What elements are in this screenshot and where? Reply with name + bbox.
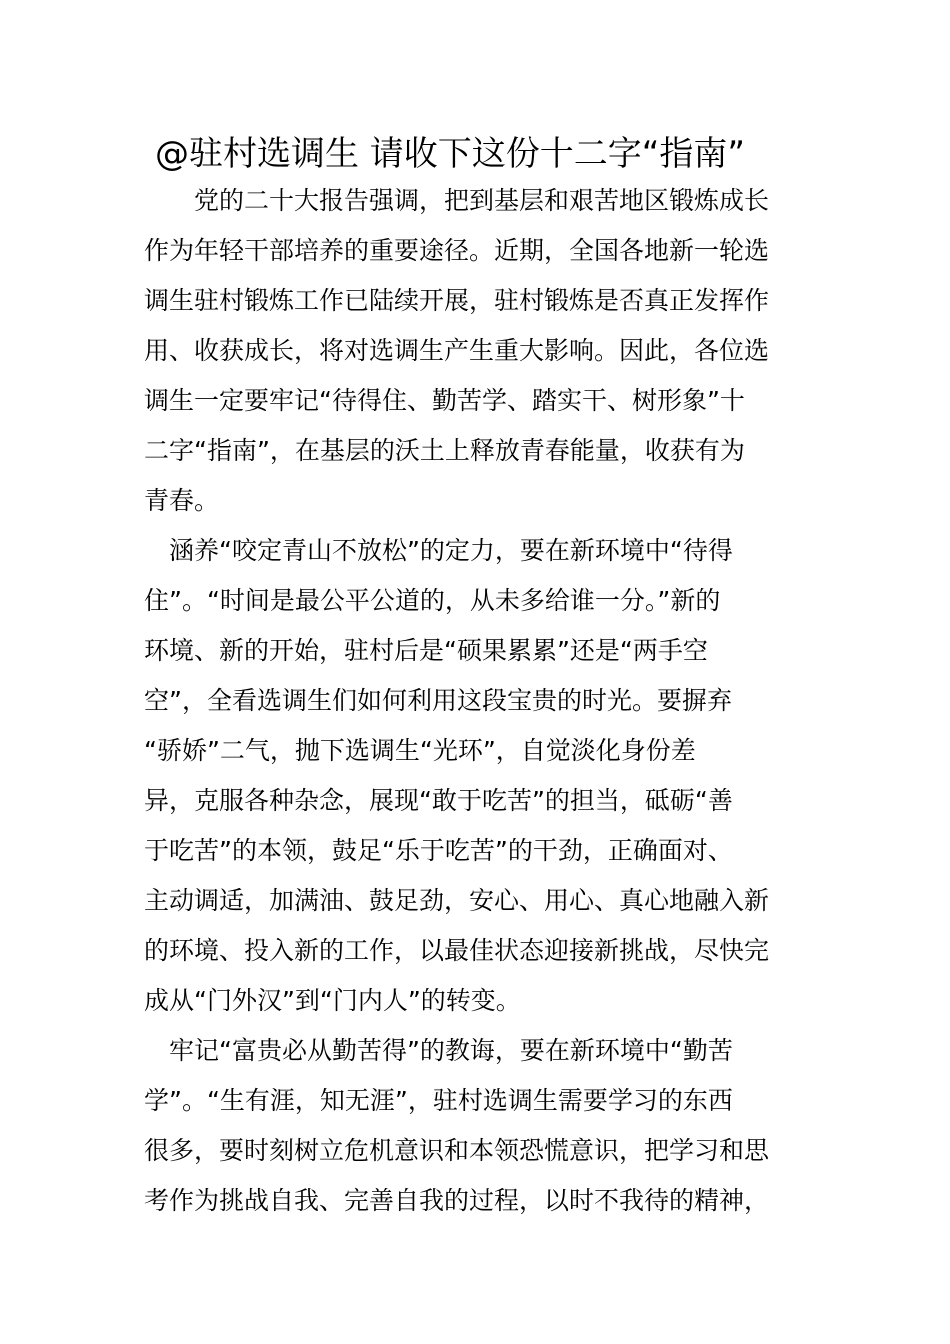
text-line: 考作为挑战自我、完善自我的过程，以时不我待的精神， <box>144 1186 770 1215</box>
text-line: 党的二十大报告强调，把到基层和艰苦地区锻炼成长 <box>144 186 770 215</box>
text-line: “骄娇”二气，抛下选调生“光环”，自觉淡化身份差 <box>144 736 696 765</box>
text-line: 环境、新的开始，驻村后是“硕果累累”还是“两手空 <box>144 636 708 665</box>
text-line: 调生一定要牢记“待得住、勤苦学、踏实干、树形象”十 <box>144 386 745 415</box>
text-line: 于吃苦”的本领，鼓足“乐于吃苦”的干劲，正确面对、 <box>144 836 733 865</box>
text-line: 异，克服各种杂念，展现“敢于吃苦”的担当，砥砺“善 <box>144 786 733 815</box>
text-line: 二字“指南”，在基层的沃土上释放青春能量，收获有为 <box>144 436 745 465</box>
text-line: 作为年轻干部培养的重要途径。近期，全国各地新一轮选 <box>144 236 770 265</box>
text-line: 青春。 <box>144 486 220 515</box>
text-line: 学”。“生有涯，知无涯”，驻村选调生需要学习的东西 <box>144 1086 733 1115</box>
text-line: 涵养“咬定青山不放松”的定力，要在新环境中“待得 <box>144 536 733 565</box>
text-line: 空”，全看选调生们如何利用这段宝贵的时光。要摒弃 <box>144 686 732 715</box>
document-title: @驻村选调生 请收下这份十二字“指南” <box>155 134 746 174</box>
text-line: 牢记“富贵必从勤苦得”的教诲，要在新环境中“勤苦 <box>144 1036 733 1065</box>
text-line: 调生驻村锻炼工作已陆续开展，驻村锻炼是否真正发挥作 <box>144 286 770 315</box>
text-line: 主动调适，加满油、鼓足劲，安心、用心、真心地融入新 <box>144 886 770 915</box>
text-line: 很多，要时刻树立危机意识和本领恐慌意识，把学习和思 <box>144 1136 770 1165</box>
text-line: 住”。“时间是最公平公道的，从未多给谁一分。”新的 <box>144 586 721 615</box>
text-line: 的环境、投入新的工作，以最佳状态迎接新挑战，尽快完 <box>144 936 770 965</box>
text-line: 用、收获成长，将对选调生产生重大影响。因此，各位选 <box>144 336 770 365</box>
text-line: 成从“门外汉”到“门内人”的转变。 <box>144 986 521 1015</box>
